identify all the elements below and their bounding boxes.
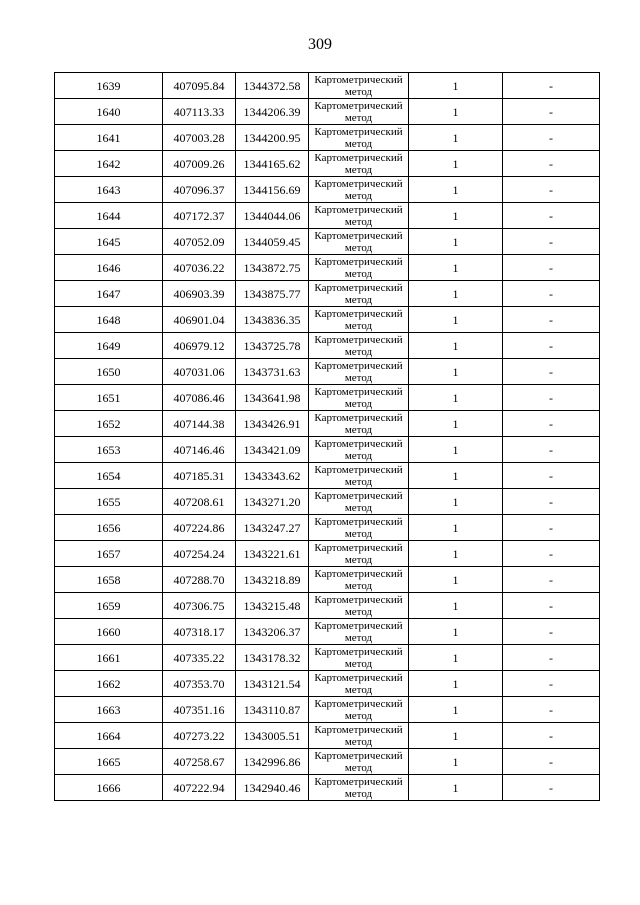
method-line-2: метод	[344, 189, 373, 202]
table-row	[55, 307, 600, 333]
method-cell	[309, 333, 409, 359]
method-line-1: Картометрический	[314, 567, 403, 580]
method-line-1: Картометрический	[314, 359, 403, 372]
method-line-1: Картометрический	[314, 671, 403, 684]
method-cell	[309, 359, 409, 385]
note-cell: -	[503, 515, 600, 541]
table-row	[55, 333, 600, 359]
table-row	[55, 99, 600, 125]
method-line-2: метод	[344, 683, 373, 696]
method-cell	[309, 593, 409, 619]
method-line-2: метод	[344, 371, 373, 384]
table-row	[55, 723, 600, 749]
point-number-cell: 1664	[55, 723, 163, 749]
x-coordinate-cell: 407096.37	[163, 177, 236, 203]
method-line-1: Картометрический	[314, 255, 403, 268]
point-number-cell: 1647	[55, 281, 163, 307]
accuracy-cell: 1	[409, 177, 503, 203]
note-cell: -	[503, 697, 600, 723]
point-number-cell: 1645	[55, 229, 163, 255]
x-coordinate-cell: 407224.86	[163, 515, 236, 541]
y-coordinate-cell: 1343121.54	[236, 671, 309, 697]
method-line-2: метод	[344, 709, 373, 722]
method-cell	[309, 255, 409, 281]
accuracy-cell: 1	[409, 593, 503, 619]
table-row	[55, 645, 600, 671]
accuracy-cell: 1	[409, 125, 503, 151]
y-coordinate-cell: 1343110.87	[236, 697, 309, 723]
point-number-cell: 1650	[55, 359, 163, 385]
y-coordinate-cell: 1344059.45	[236, 229, 309, 255]
method-line-2: метод	[344, 787, 373, 800]
point-number-cell: 1646	[55, 255, 163, 281]
table-row	[55, 281, 600, 307]
point-number-cell: 1656	[55, 515, 163, 541]
table-row	[55, 125, 600, 151]
accuracy-cell: 1	[409, 749, 503, 775]
point-number-cell: 1660	[55, 619, 163, 645]
method-cell	[309, 125, 409, 151]
y-coordinate-cell: 1343215.48	[236, 593, 309, 619]
method-line-1: Картометрический	[314, 99, 403, 112]
x-coordinate-cell: 407208.61	[163, 489, 236, 515]
table-row	[55, 385, 600, 411]
point-number-cell: 1654	[55, 463, 163, 489]
table-row	[55, 229, 600, 255]
table-row	[55, 359, 600, 385]
method-line-2: метод	[344, 163, 373, 176]
x-coordinate-cell: 407031.06	[163, 359, 236, 385]
method-line-1: Картометрический	[314, 151, 403, 164]
method-line-2: метод	[344, 657, 373, 670]
y-coordinate-cell: 1343641.98	[236, 385, 309, 411]
table-row	[55, 177, 600, 203]
x-coordinate-cell: 407036.22	[163, 255, 236, 281]
point-number-cell: 1641	[55, 125, 163, 151]
table-row	[55, 775, 600, 801]
method-cell	[309, 567, 409, 593]
method-cell	[309, 697, 409, 723]
method-line-1: Картометрический	[314, 775, 403, 788]
accuracy-cell: 1	[409, 307, 503, 333]
accuracy-cell: 1	[409, 281, 503, 307]
method-cell	[309, 411, 409, 437]
method-cell	[309, 437, 409, 463]
method-line-1: Картометрический	[314, 125, 403, 138]
y-coordinate-cell: 1342996.86	[236, 749, 309, 775]
point-number-cell: 1644	[55, 203, 163, 229]
x-coordinate-cell: 407146.46	[163, 437, 236, 463]
table-row	[55, 619, 600, 645]
x-coordinate-cell: 407335.22	[163, 645, 236, 671]
x-coordinate-cell: 407306.75	[163, 593, 236, 619]
note-cell: -	[503, 567, 600, 593]
table-row	[55, 437, 600, 463]
method-line-2: метод	[344, 527, 373, 540]
point-number-cell: 1666	[55, 775, 163, 801]
method-line-1: Картометрический	[314, 645, 403, 658]
method-line-1: Картометрический	[314, 749, 403, 762]
note-cell: -	[503, 489, 600, 515]
y-coordinate-cell: 1344200.95	[236, 125, 309, 151]
note-cell: -	[503, 359, 600, 385]
x-coordinate-cell: 407185.31	[163, 463, 236, 489]
method-cell	[309, 541, 409, 567]
note-cell: -	[503, 73, 600, 99]
point-number-cell: 1658	[55, 567, 163, 593]
method-line-1: Картометрический	[314, 307, 403, 320]
method-line-2: метод	[344, 553, 373, 566]
table-row	[55, 411, 600, 437]
method-line-2: метод	[344, 579, 373, 592]
accuracy-cell: 1	[409, 515, 503, 541]
method-cell	[309, 99, 409, 125]
x-coordinate-cell: 407113.33	[163, 99, 236, 125]
method-cell	[309, 385, 409, 411]
method-line-2: метод	[344, 345, 373, 358]
x-coordinate-cell: 407086.46	[163, 385, 236, 411]
accuracy-cell: 1	[409, 541, 503, 567]
accuracy-cell: 1	[409, 671, 503, 697]
accuracy-cell: 1	[409, 619, 503, 645]
y-coordinate-cell: 1343178.32	[236, 645, 309, 671]
y-coordinate-cell: 1343836.35	[236, 307, 309, 333]
method-cell	[309, 73, 409, 99]
point-number-cell: 1648	[55, 307, 163, 333]
accuracy-cell: 1	[409, 229, 503, 255]
point-number-cell: 1651	[55, 385, 163, 411]
accuracy-cell: 1	[409, 99, 503, 125]
point-number-cell: 1661	[55, 645, 163, 671]
method-cell	[309, 645, 409, 671]
x-coordinate-cell: 406903.39	[163, 281, 236, 307]
method-line-1: Картометрический	[314, 73, 403, 86]
method-line-1: Картометрический	[314, 463, 403, 476]
method-cell	[309, 307, 409, 333]
page-number: 309	[308, 36, 332, 53]
table-body	[55, 73, 600, 801]
accuracy-cell: 1	[409, 359, 503, 385]
y-coordinate-cell: 1343218.89	[236, 567, 309, 593]
table-row	[55, 515, 600, 541]
x-coordinate-cell: 407003.28	[163, 125, 236, 151]
point-number-cell: 1663	[55, 697, 163, 723]
method-line-1: Картометрический	[314, 385, 403, 398]
point-number-cell: 1639	[55, 73, 163, 99]
note-cell: -	[503, 255, 600, 281]
point-number-cell: 1659	[55, 593, 163, 619]
table-row	[55, 489, 600, 515]
x-coordinate-cell: 407318.17	[163, 619, 236, 645]
method-cell	[309, 229, 409, 255]
method-line-1: Картометрический	[314, 541, 403, 554]
method-cell	[309, 463, 409, 489]
method-line-2: метод	[344, 267, 373, 280]
method-line-1: Картометрический	[314, 619, 403, 632]
note-cell: -	[503, 281, 600, 307]
point-number-cell: 1649	[55, 333, 163, 359]
note-cell: -	[503, 229, 600, 255]
method-line-1: Картометрический	[314, 489, 403, 502]
note-cell: -	[503, 671, 600, 697]
y-coordinate-cell: 1343005.51	[236, 723, 309, 749]
method-line-1: Картометрический	[314, 281, 403, 294]
y-coordinate-cell: 1343343.62	[236, 463, 309, 489]
note-cell: -	[503, 411, 600, 437]
x-coordinate-cell: 407288.70	[163, 567, 236, 593]
point-number-cell: 1653	[55, 437, 163, 463]
table-row	[55, 203, 600, 229]
method-line-2: метод	[344, 319, 373, 332]
method-line-1: Картометрический	[314, 515, 403, 528]
accuracy-cell: 1	[409, 73, 503, 99]
y-coordinate-cell: 1343271.20	[236, 489, 309, 515]
point-number-cell: 1642	[55, 151, 163, 177]
method-line-2: метод	[344, 215, 373, 228]
accuracy-cell: 1	[409, 151, 503, 177]
table-row	[55, 567, 600, 593]
method-cell	[309, 723, 409, 749]
x-coordinate-cell: 407144.38	[163, 411, 236, 437]
y-coordinate-cell: 1342940.46	[236, 775, 309, 801]
y-coordinate-cell: 1344372.58	[236, 73, 309, 99]
method-cell	[309, 151, 409, 177]
note-cell: -	[503, 385, 600, 411]
method-line-2: метод	[344, 761, 373, 774]
method-line-1: Картометрический	[314, 437, 403, 450]
accuracy-cell: 1	[409, 463, 503, 489]
table-row	[55, 749, 600, 775]
x-coordinate-cell: 406901.04	[163, 307, 236, 333]
method-cell	[309, 515, 409, 541]
point-number-cell: 1655	[55, 489, 163, 515]
method-cell	[309, 489, 409, 515]
note-cell: -	[503, 723, 600, 749]
method-cell	[309, 749, 409, 775]
method-line-1: Картометрический	[314, 333, 403, 346]
method-line-1: Картометрический	[314, 229, 403, 242]
method-line-1: Картометрический	[314, 411, 403, 424]
x-coordinate-cell: 407009.26	[163, 151, 236, 177]
note-cell: -	[503, 177, 600, 203]
y-coordinate-cell: 1344044.06	[236, 203, 309, 229]
y-coordinate-cell: 1344156.69	[236, 177, 309, 203]
note-cell: -	[503, 333, 600, 359]
note-cell: -	[503, 775, 600, 801]
coordinates-table	[54, 72, 600, 801]
table-row	[55, 593, 600, 619]
method-line-2: метод	[344, 501, 373, 514]
accuracy-cell: 1	[409, 775, 503, 801]
accuracy-cell: 1	[409, 203, 503, 229]
y-coordinate-cell: 1343247.27	[236, 515, 309, 541]
method-line-2: метод	[344, 423, 373, 436]
accuracy-cell: 1	[409, 411, 503, 437]
x-coordinate-cell: 407095.84	[163, 73, 236, 99]
accuracy-cell: 1	[409, 333, 503, 359]
accuracy-cell: 1	[409, 697, 503, 723]
point-number-cell: 1640	[55, 99, 163, 125]
table-row	[55, 671, 600, 697]
method-line-2: метод	[344, 735, 373, 748]
y-coordinate-cell: 1343206.37	[236, 619, 309, 645]
note-cell: -	[503, 99, 600, 125]
table-row	[55, 697, 600, 723]
note-cell: -	[503, 463, 600, 489]
note-cell: -	[503, 437, 600, 463]
method-line-2: метод	[344, 449, 373, 462]
y-coordinate-cell: 1343731.63	[236, 359, 309, 385]
point-number-cell: 1662	[55, 671, 163, 697]
method-line-2: метод	[344, 293, 373, 306]
x-coordinate-cell: 407351.16	[163, 697, 236, 723]
x-coordinate-cell: 406979.12	[163, 333, 236, 359]
table-row	[55, 151, 600, 177]
x-coordinate-cell: 407172.37	[163, 203, 236, 229]
note-cell: -	[503, 619, 600, 645]
accuracy-cell: 1	[409, 489, 503, 515]
method-cell	[309, 619, 409, 645]
method-line-1: Картометрический	[314, 593, 403, 606]
note-cell: -	[503, 593, 600, 619]
y-coordinate-cell: 1343221.61	[236, 541, 309, 567]
method-line-2: метод	[344, 475, 373, 488]
method-line-1: Картометрический	[314, 697, 403, 710]
point-number-cell: 1652	[55, 411, 163, 437]
note-cell: -	[503, 151, 600, 177]
accuracy-cell: 1	[409, 645, 503, 671]
method-cell	[309, 281, 409, 307]
y-coordinate-cell: 1343426.91	[236, 411, 309, 437]
note-cell: -	[503, 541, 600, 567]
method-line-2: метод	[344, 137, 373, 150]
note-cell: -	[503, 125, 600, 151]
method-line-1: Картометрический	[314, 723, 403, 736]
method-line-2: метод	[344, 397, 373, 410]
point-number-cell: 1657	[55, 541, 163, 567]
y-coordinate-cell: 1344206.39	[236, 99, 309, 125]
accuracy-cell: 1	[409, 723, 503, 749]
x-coordinate-cell: 407258.67	[163, 749, 236, 775]
y-coordinate-cell: 1343875.77	[236, 281, 309, 307]
note-cell: -	[503, 749, 600, 775]
y-coordinate-cell: 1343872.75	[236, 255, 309, 281]
x-coordinate-cell: 407052.09	[163, 229, 236, 255]
method-cell	[309, 671, 409, 697]
point-number-cell: 1643	[55, 177, 163, 203]
table-row	[55, 255, 600, 281]
point-number-cell: 1665	[55, 749, 163, 775]
method-line-2: метод	[344, 111, 373, 124]
note-cell: -	[503, 307, 600, 333]
x-coordinate-cell: 407254.24	[163, 541, 236, 567]
method-line-2: метод	[344, 241, 373, 254]
table-row	[55, 73, 600, 99]
x-coordinate-cell: 407353.70	[163, 671, 236, 697]
y-coordinate-cell: 1343421.09	[236, 437, 309, 463]
table-row	[55, 541, 600, 567]
method-line-2: метод	[344, 605, 373, 618]
method-line-1: Картометрический	[314, 203, 403, 216]
note-cell: -	[503, 203, 600, 229]
accuracy-cell: 1	[409, 437, 503, 463]
method-line-1: Картометрический	[314, 177, 403, 190]
method-cell	[309, 203, 409, 229]
method-line-2: метод	[344, 631, 373, 644]
x-coordinate-cell: 407222.94	[163, 775, 236, 801]
y-coordinate-cell: 1343725.78	[236, 333, 309, 359]
accuracy-cell: 1	[409, 385, 503, 411]
method-cell	[309, 177, 409, 203]
accuracy-cell: 1	[409, 567, 503, 593]
note-cell: -	[503, 645, 600, 671]
method-line-2: метод	[344, 85, 373, 98]
table-row	[55, 463, 600, 489]
accuracy-cell: 1	[409, 255, 503, 281]
y-coordinate-cell: 1344165.62	[236, 151, 309, 177]
method-cell	[309, 775, 409, 801]
x-coordinate-cell: 407273.22	[163, 723, 236, 749]
